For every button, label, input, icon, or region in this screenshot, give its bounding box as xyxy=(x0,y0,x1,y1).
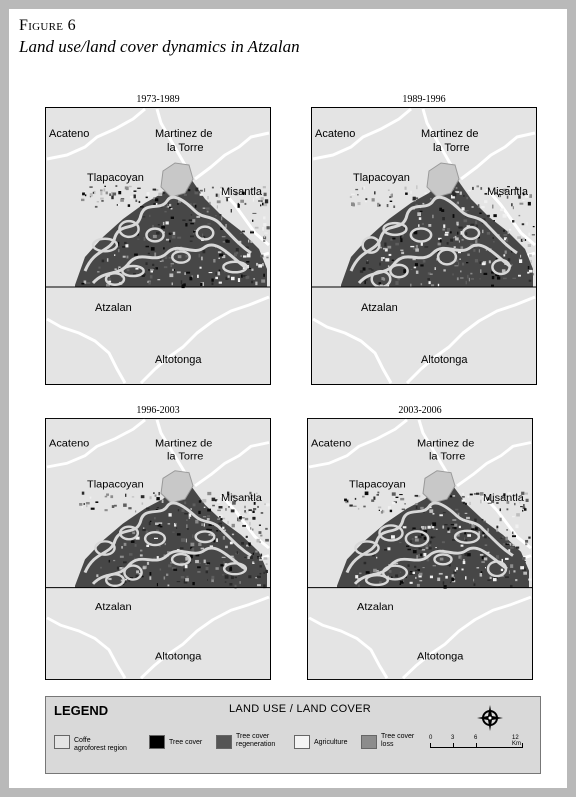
map-panel-4 xyxy=(307,405,533,695)
legend-label: Tree cover xyxy=(381,733,415,740)
legend-label-2: regeneration xyxy=(236,741,276,748)
panel-period: 2003-2006 xyxy=(398,405,442,416)
map-label-atzalan: Atzalan xyxy=(95,601,132,614)
scale-label: 6 xyxy=(474,735,478,741)
legend-title: LEGEND xyxy=(54,703,109,718)
land-cover-map xyxy=(311,107,537,385)
legend-label-2: agroforest region xyxy=(74,745,127,752)
map-label-tlapacoyan: Tlapacoyan xyxy=(87,479,144,491)
map-label-martinez2: la Torre xyxy=(167,450,204,463)
legend-subtitle: LAND USE / LAND COVER xyxy=(229,703,372,715)
map-label-atzalan: Atzalan xyxy=(357,601,394,614)
map-label-misantla: Misantla xyxy=(483,492,524,504)
land-cover-map xyxy=(45,418,271,680)
figure-number: Figure 6 xyxy=(19,17,76,34)
map-label-martinez1: Martinez de xyxy=(417,437,475,450)
legend-swatch xyxy=(361,735,377,749)
map-label-martinez2: la Torre xyxy=(433,142,470,154)
legend-label: Coffe xyxy=(74,737,91,744)
legend-swatch xyxy=(149,735,165,749)
map-label-martinez1: Martinez de xyxy=(155,128,213,140)
map-label-altotonga: Altotonga xyxy=(417,650,464,663)
panel-period: 1989-1996 xyxy=(402,94,446,105)
legend-label: Tree cover xyxy=(236,733,270,740)
map-label-atzalan: Atzalan xyxy=(361,302,398,314)
map-label-tlapacoyan: Tlapacoyan xyxy=(349,479,406,491)
map-label-tlapacoyan: Tlapacoyan xyxy=(87,172,144,184)
map-label-atzalan: Atzalan xyxy=(95,302,132,314)
legend-label: Tree cover xyxy=(169,739,203,746)
map-label-martinez2: la Torre xyxy=(167,142,204,154)
map-panel-1 xyxy=(45,94,271,384)
map-label-altotonga: Altotonga xyxy=(421,354,468,366)
legend-swatch xyxy=(54,735,70,749)
map-label-misantla: Misantla xyxy=(221,492,262,504)
map-label-altotonga: Altotonga xyxy=(155,354,202,366)
scale-bar xyxy=(430,735,526,765)
map-label-acateno: Acateno xyxy=(315,128,356,140)
map-label-misantla: Misantla xyxy=(487,186,528,198)
map-label-martinez1: Martinez de xyxy=(155,437,213,450)
map-label-acateno: Acateno xyxy=(49,128,90,140)
map-panel-3 xyxy=(45,405,271,695)
figure-title: Land use/land cover dynamics in Atzalan xyxy=(19,37,300,56)
map-label-acateno: Acateno xyxy=(49,437,90,450)
scale-label: 12 Km xyxy=(512,735,521,747)
map-panel-2 xyxy=(311,94,537,384)
map-label-acateno: Acateno xyxy=(311,437,352,450)
legend-swatch xyxy=(294,735,310,749)
map-label-martinez1: Martinez de xyxy=(421,128,479,140)
legend-box xyxy=(45,696,541,774)
panel-period: 1996-2003 xyxy=(136,405,180,416)
legend-label: Agriculture xyxy=(314,739,348,746)
scale-label: 0 xyxy=(429,735,433,741)
land-cover-map xyxy=(45,107,271,385)
compass-rose-icon xyxy=(477,705,503,731)
map-label-martinez2: la Torre xyxy=(429,450,466,463)
land-cover-map xyxy=(307,418,533,680)
legend-swatch xyxy=(216,735,232,749)
scale-label: 3 xyxy=(451,735,455,741)
legend-label-2: loss xyxy=(381,741,394,748)
map-label-altotonga: Altotonga xyxy=(155,650,202,663)
map-label-misantla: Misantla xyxy=(221,186,262,198)
map-label-tlapacoyan: Tlapacoyan xyxy=(353,172,410,184)
panel-period: 1973-1989 xyxy=(136,94,180,105)
figure-page xyxy=(9,9,567,788)
